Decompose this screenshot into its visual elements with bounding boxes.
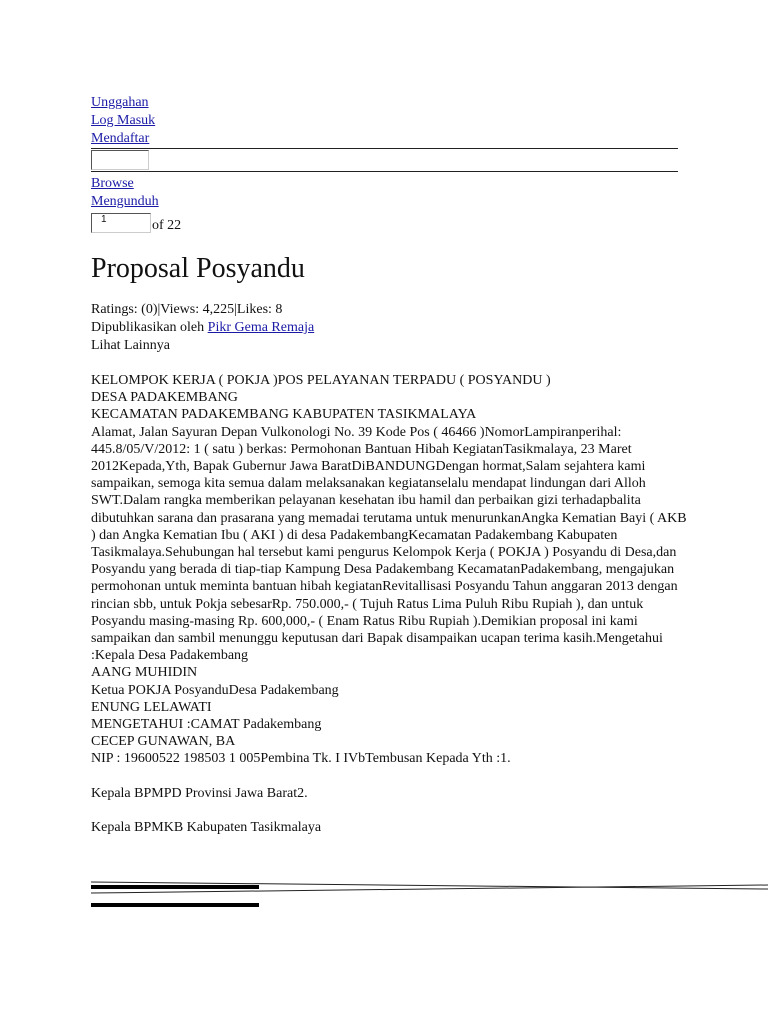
text-line: Kepala BPMKB Kabupaten Tasikmalaya: [91, 819, 322, 835]
page-navigator: [91, 213, 691, 235]
text-line: CECEP GUNAWAN, BA: [91, 734, 236, 750]
login-link[interactable]: Log Masuk: [91, 113, 156, 128]
document-stats: Ratings: (0)|Views: 4,225|Likes: 8: [91, 302, 283, 317]
page-content: [91, 94, 691, 836]
page-number-input[interactable]: [91, 213, 151, 233]
document-text: [91, 372, 691, 836]
publisher-line: [91, 319, 691, 337]
search-input[interactable]: [91, 150, 149, 170]
page-count: of 22: [152, 218, 182, 233]
text-line: NIP : 19600522 198503 1 005Pembina Tk. I IVbTembusan Kepada Yth :1.: [91, 751, 511, 767]
divider: [91, 171, 678, 172]
text-line: Ketua POKJA PosyanduDesa Padakembang: [91, 682, 339, 698]
text-line: Kepala BPMPD Provinsi Jawa Barat2.: [91, 785, 308, 801]
text-line: KECAMATAN PADAKEMBANG KABUPATEN TASIKMALAYA: [91, 407, 477, 423]
text-line: KELOMPOK KERJA ( POKJA )POS PELAYANAN TERPADU ( POSYANDU ): [91, 373, 551, 388]
text-line: DESA PADAKEMBANG: [91, 390, 238, 406]
page-title: Proposal Posyandu: [91, 253, 305, 284]
text-line: ENUNG LELAWATI: [91, 699, 212, 715]
author-link[interactable]: Pikr Gema Remaja: [207, 320, 315, 335]
black-bar: [91, 903, 259, 907]
download-link[interactable]: Mengunduh: [91, 194, 159, 209]
upload-link[interactable]: Unggahan: [91, 95, 149, 110]
diagonal-rule: [0, 880, 768, 900]
signup-link[interactable]: Mendaftar: [91, 131, 150, 146]
divider: [91, 148, 678, 149]
published-by-label: Dipublikasikan oleh: [91, 320, 205, 335]
search-row: [91, 148, 691, 172]
text-paragraph: Alamat, Jalan Sayuran Depan Vulkonologi No. 39 Kode Pos ( 46466 )NomorLampiranperihal: 445.8/05/V/2012: 1 ( satu ) berkas: Permohonan Bantuan Hibah KegiatanTasikmalaya, 23 Maret 2012Kepada,Yth, Bapak Gubernur Jawa BaratDiBANDUNGDengan hormat,Salam sejahtera kami sampaikan, semoga kita semua dalam melaksanakan kegiatanselalu mendapat lindungan dari Alloh SWT.Dalam rangka memberikan pelayanan kesehatan ibu hamil dan perbaikan gizi terhadapbalita dibutuhkan sarana dan prasarana yang memadai terutama untuk menurunkanAngka Kematian Bayi ( AKB ) dan Angka Kematian Ibu ( AKI ) di desa PadakembangKecamatan Padakembang Kabupaten Tasikmalaya.Sehubungan hal tersebut kami pengurus Kelompok Kerja ( POKJA ) Posyandu di Desa,dan Posyandu yang berada di tiap-tiap Kampung Desa Padakembang KecamatanPadakembang, mengajukan permohonan untuk meminta bantuan hibah kegiatanRevitallisasi Posyandu Tahun anggaran 2013 dengan rincian sbb, untuk Pokja sebesarRp. 750.000,- ( Tujuh Ratus Lima Puluh Ribu Rupiah ), dan untuk Posyandu masing-masing Rp. 600,000,- ( Enam Ratus Ribu Rupiah ).Demikian proposal ini kami sampaikan dan sambil menunggu keputusan dari Bapak disampaikan ucapan terima kasih.Mengetahui :Kepala Desa Padakembang: [91, 424, 687, 664]
see-more-link[interactable]: Lihat Lainnya: [91, 338, 170, 353]
browse-link[interactable]: Browse: [91, 176, 134, 191]
text-line: MENGETAHUI :CAMAT Padakembang: [91, 717, 322, 733]
text-line: AANG MUHIDIN: [91, 665, 198, 681]
